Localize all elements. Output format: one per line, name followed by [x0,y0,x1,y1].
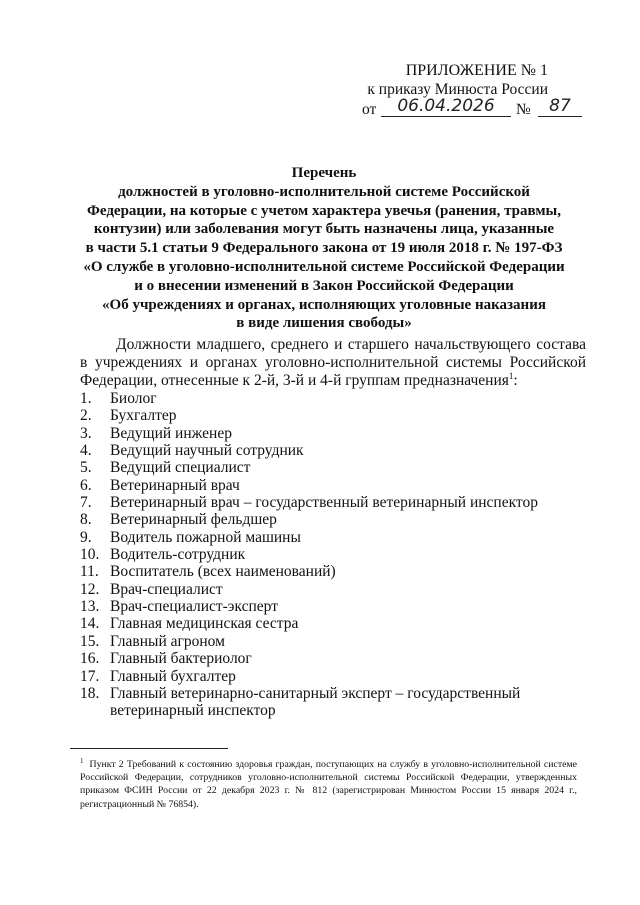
list-text: Воспитатель (всех наименований) [110,563,336,581]
list-text: Ведущий научный сотрудник [110,442,304,460]
list-number: 3. [80,424,92,442]
intro-text: Должности младшего, среднего и старшего начальствующего состава в учреждениях и органах уголовно-исполнительной системы Российской Федерации, отнесенные к 2-й, 3-й и 4-й группам предназначения [80,336,586,389]
appendix-header [367,62,548,99]
list-text: Биолог [110,390,157,407]
intro-colon: : [513,371,518,389]
list-item [80,581,600,598]
list-item [80,511,600,528]
list-item [80,685,600,720]
list-text: Водитель-сотрудник [110,546,246,564]
footnote-text: Пункт 2 Требований к состоянию здоровья граждан, поступающих на службу в уголовно-исполнительной системе Российской Федерации, сотрудников уголовно-исполнительной системы Российской Федерации, утвержденных приказом ФСИН России от 22 декабря 2023 г. № 812 (зарегистрирован Минюстом России 15 января 2024 г., регистрационный № 76854). [80,759,577,810]
order-date: 06.04.2026 [381,96,511,117]
title-line: в части 5.1 статьи 9 Федерального закона от 19 июля 2018 г. № 197-ФЗ [85,240,563,257]
positions-list [80,390,600,720]
list-item [80,390,600,407]
list-text: Главный бактериолог [110,650,252,668]
footnote-mark: 1 [80,757,84,765]
list-number: 17. [80,667,100,685]
list-text: Ветеринарный врач [110,476,240,494]
list-item [80,546,600,563]
list-number: 14. [80,615,100,633]
list-item [80,529,600,546]
appendix-title: ПРИЛОЖЕНИЕ № 1 [405,62,548,79]
list-text: Ветеринарный фельдшер [110,511,277,529]
list-text: Главный бухгалтер [110,667,236,685]
document-title [60,164,588,333]
list-text: Главная медицинская сестра [110,615,299,633]
list-item [80,425,600,442]
list-number: 18. [80,684,100,702]
order-date-line [362,96,582,121]
list-number: 15. [80,632,100,650]
list-number: 16. [80,650,100,668]
date-prefix: от [362,101,377,118]
title-line: контузии) или заболевания могут быть назначены лица, указанные [93,221,555,238]
list-item [80,615,600,632]
footnote [80,758,577,811]
footnote-reference: 1 [508,370,514,381]
title-line: Федерации, на которые с учетом характера увечья (ранения, травмы, [86,202,561,219]
list-text-continuation: ветеринарный инспектор [110,702,276,720]
title-line: Перечень [291,165,357,181]
list-item [80,563,600,580]
list-number: 7. [80,494,92,512]
list-item [80,668,600,685]
list-number: 13. [80,598,100,616]
list-item [80,494,600,511]
list-text: Ветеринарный врач – государственный ветеринарный инспектор [110,494,538,512]
list-number: 12. [80,580,100,598]
list-item [80,407,600,424]
list-number: 9. [80,528,92,546]
list-number: 4. [80,442,92,460]
list-item [80,633,600,650]
list-number: 10. [80,546,100,564]
list-text: Главный ветеринарно-санитарный эксперт – государственный [110,684,521,702]
title-line: «О службе в уголовно-исполнительной системе Российской Федерации [83,258,565,275]
order-number: 87 [538,96,582,117]
footnote-divider [70,748,228,749]
list-text: Ведущий инженер [110,424,232,442]
list-item [80,459,600,476]
list-number: 8. [80,511,92,529]
list-number: 6. [80,476,92,494]
list-item [80,477,600,494]
list-number: 1. [80,390,92,407]
intro-paragraph [80,336,586,389]
list-number: 5. [80,459,92,477]
title-line: и о внесении изменений в Закон Российской Федерации [134,277,514,294]
list-item [80,598,600,615]
title-line: «Об учреждениях и органах, исполняющих уголовные наказания [102,296,546,313]
list-text: Врач-специалист-эксперт [110,598,278,616]
number-prefix: № [516,101,531,118]
list-text: Бухгалтер [110,407,177,425]
list-number: 2. [80,407,92,425]
list-text: Главный агроном [110,632,225,650]
list-number: 11. [80,563,99,581]
list-text: Ведущий специалист [110,459,251,477]
list-item [80,650,600,667]
title-line: в виде лишения свободы» [236,315,412,332]
title-line: должностей в уголовно-исполнительной системе Российской [118,183,530,200]
order-reference: к приказу Минюста России [367,81,548,98]
list-item [80,442,600,459]
list-text: Водитель пожарной машины [110,528,301,546]
list-text: Врач-специалист [110,580,223,598]
